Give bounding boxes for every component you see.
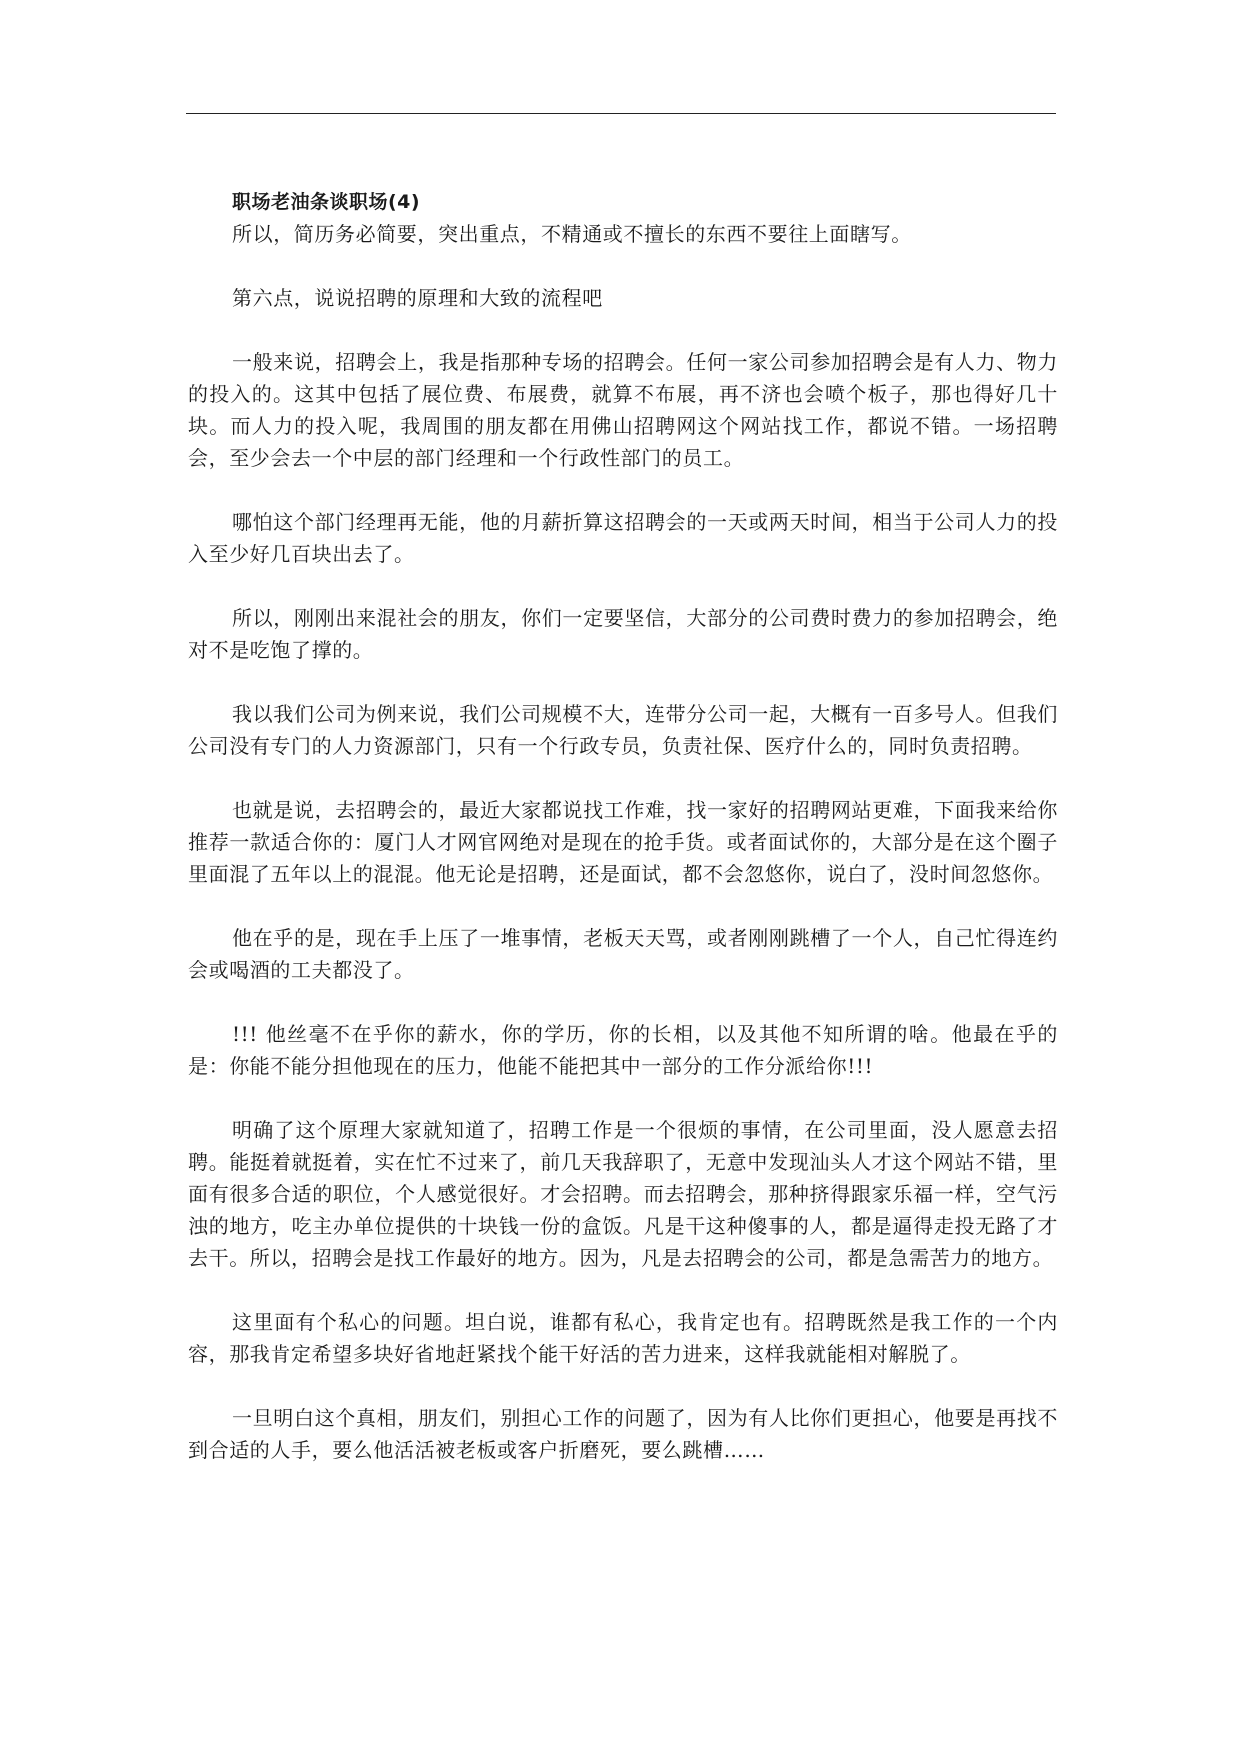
- paragraph-4: 哪怕这个部门经理再无能，他的月薪折算这招聘会的一天或两天时间，相当于公司人力的投入至少好几百块出去了。: [188, 510, 1058, 566]
- paragraph-10: 明确了这个原理大家就知道了，招聘工作是一个很烦的事情，在公司里面，没人愿意去招聘。能挺着就挺着，实在忙不过来了，前几天我辞职了，无意中发现汕头人才这个网站不错，里面有很多合适的职位，个人感觉很好。才会招聘。而去招聘会，那种挤得跟家乐福一样，空气污浊的地方，吃主办单位提供的十块钱一份的盒饭。凡是干这种傻事的人，都是逼得走投无路了才去干。所以，招聘会是找工作最好的地方。因为，凡是去招聘会的公司，都是急需苦力的地方。: [188, 1118, 1058, 1270]
- paragraph-11: 这里面有个私心的问题。坦白说，谁都有私心，我肯定也有。招聘既然是我工作的一个内容，那我肯定希望多块好省地赶紧找个能干好活的苦力进来，这样我就能相对解脱了。: [188, 1310, 1058, 1366]
- paragraph-2: 第六点，说说招聘的原理和大致的流程吧: [232, 286, 603, 310]
- paragraph-8: 他在乎的是，现在手上压了一堆事情，老板天天骂，或者刚刚跳槽了一个人，自己忙得连约会或喝酒的工夫都没了。: [188, 926, 1058, 982]
- paragraph-1: 所以，简历务必简要，突出重点，不精通或不擅长的东西不要往上面瞎写。: [232, 222, 912, 246]
- paragraph-7: 也就是说，去招聘会的，最近大家都说找工作难，找一家好的招聘网站更难，下面我来给你推荐一款适合你的：厦门人才网官网绝对是现在的抢手货。或者面试你的，大部分是在这个圈子里面混了五年以上的混混。他无论是招聘，还是面试，都不会忽悠你，说白了，没时间忽悠你。: [188, 798, 1058, 886]
- paragraph-6: 我以我们公司为例来说，我们公司规模不大，连带分公司一起，大概有一百多号人。但我们公司没有专门的人力资源部门，只有一个行政专员，负责社保、医疗什么的，同时负责招聘。: [188, 702, 1058, 758]
- paragraph-12: 一旦明白这个真相，朋友们，别担心工作的问题了，因为有人比你们更担心，他要是再找不到合适的人手，要么他活活被老板或客户折磨死，要么跳槽……: [188, 1406, 1058, 1462]
- paragraph-3: 一般来说，招聘会上，我是指那种专场的招聘会。任何一家公司参加招聘会是有人力、物力的投入的。这其中包括了展位费、布展费，就算不布展，再不济也会喷个板子，那也得好几十块。而人力的投入呢，我周围的朋友都在用佛山招聘网这个网站找工作，都说不错。一场招聘会，至少会去一个中层的部门经理和一个行政性部门的员工。: [188, 350, 1058, 470]
- header-rule: [186, 113, 1056, 114]
- document-body: [188, 186, 1058, 1466]
- document-title: 职场老油条谈职场(4): [232, 191, 421, 213]
- paragraph-5: 所以，刚刚出来混社会的朋友，你们一定要坚信，大部分的公司费时费力的参加招聘会，绝对不是吃饱了撑的。: [188, 606, 1058, 662]
- paragraph-9: !!! 他丝毫不在乎你的薪水，你的学历，你的长相，以及其他不知所谓的啥。他最在乎的是：你能不能分担他现在的压力，他能不能把其中一部分的工作分派给你!!!: [188, 1022, 1058, 1078]
